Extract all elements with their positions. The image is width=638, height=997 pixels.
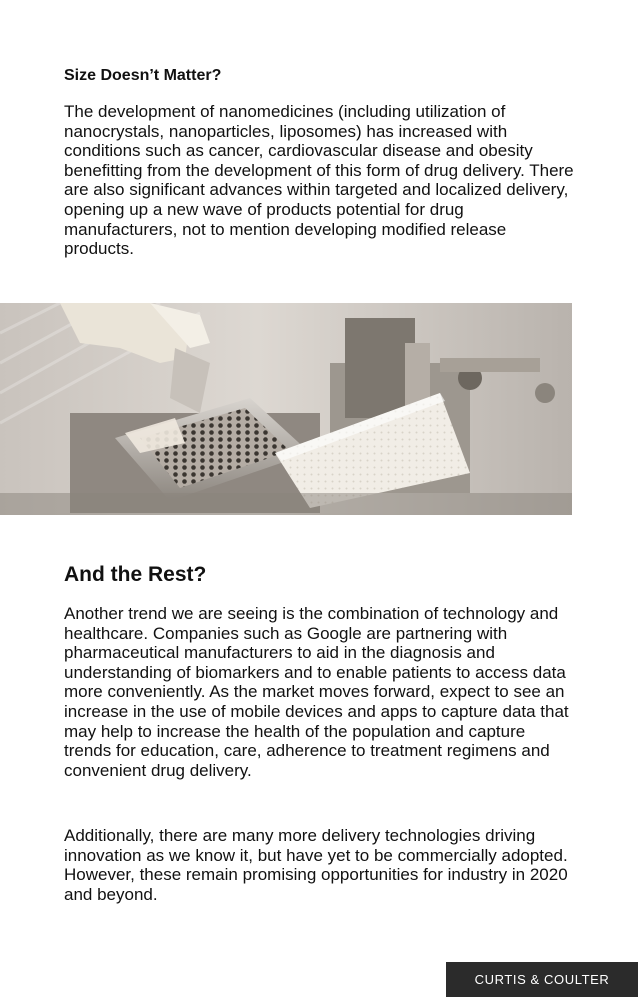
capsule-filling-machine-photo: [0, 303, 572, 515]
section-body-delivery-technologies: Additionally, there are many more delivery technologies driving innovation as we know it, but have yet to be commercially adopted. However, these remain promising opportunities for industry in 2020 and beyond.: [64, 826, 568, 904]
section-body-nanomedicines: The development of nanomedicines (including utilization of nanocrystals, nanoparticles, liposomes) has increased with conditions such as cancer, cardiovascular disease and obesity benefitting from the development of this form of drug delivery. There are also significant advances within targeted and localized delivery, opening up a new wave of products potential for drug manufacturers, not to mention developing modified release products.: [64, 102, 574, 259]
section-body-technology: Another trend we are seeing is the combination of technology and healthcare. Companies such as Google are partnering with pharmaceutical manufacturers to aid in the diagnosis and understanding of biomarkers and to enable patients to access data more conveniently. As the market moves forward, expect to see an increase in the use of mobile devices and apps to capture data that may help to increase the health of the population and capture trends for education, care, adherence to treatment regimens and convenient drug delivery.: [64, 604, 569, 780]
section-heading-size: Size Doesn’t Matter?: [64, 67, 222, 84]
curtis-coulter-logo: CURTIS & COULTER: [446, 962, 638, 997]
section-heading-rest: And the Rest?: [64, 563, 207, 586]
